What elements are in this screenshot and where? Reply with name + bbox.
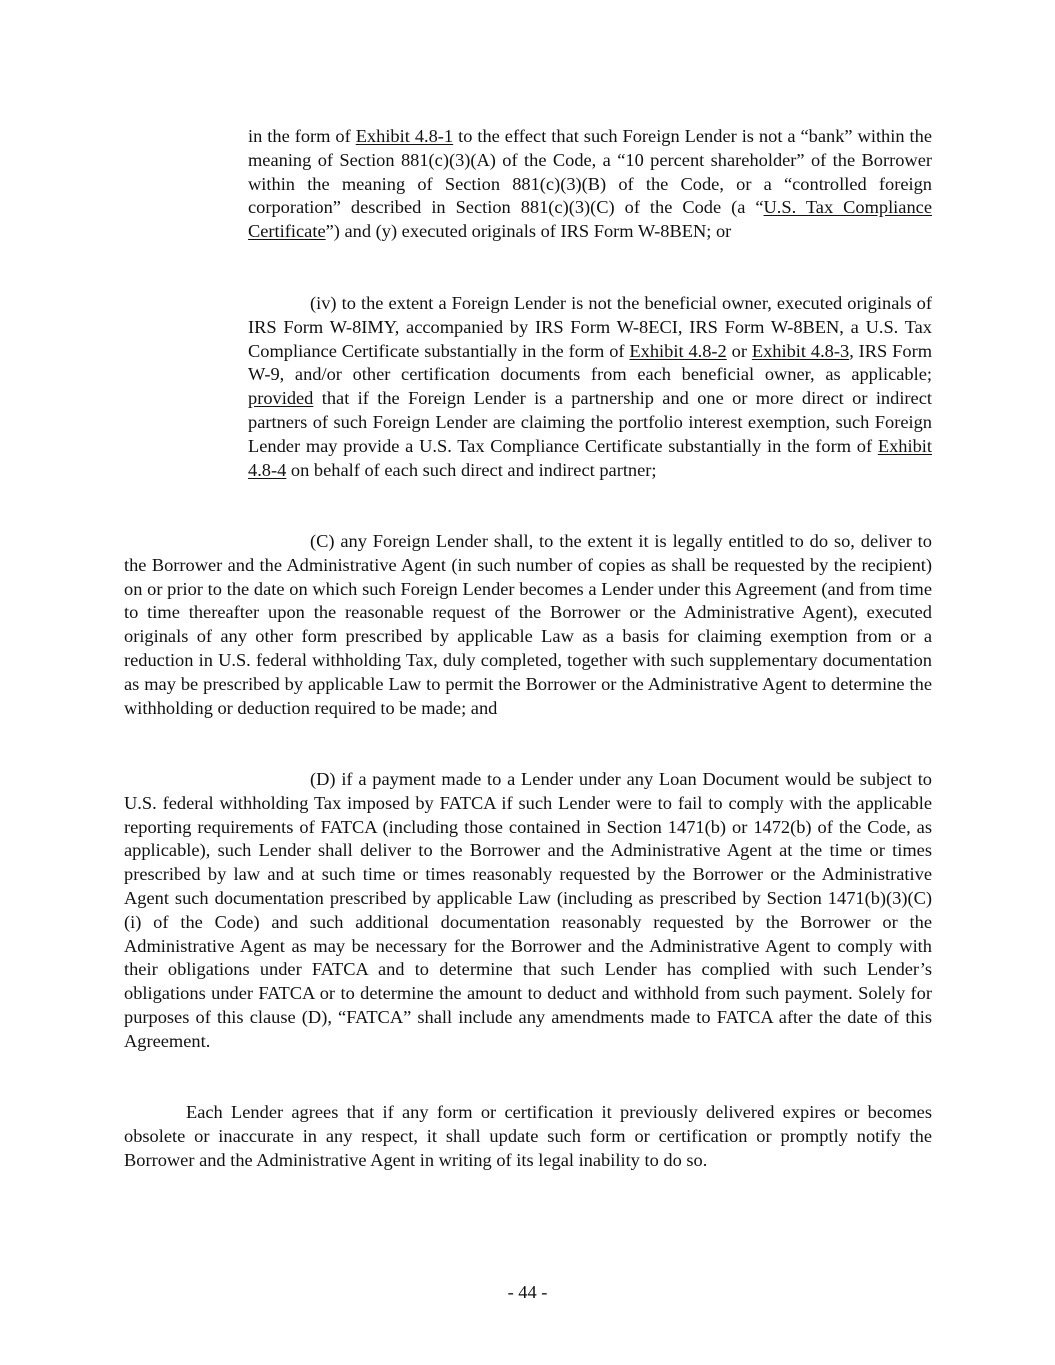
p2-text-1: (iv) to the extent a Foreign Lender is not the beneficial owner, executed originals of IRS Form W-8IMY, accompanied by IRS Form W-8ECI, IRS Form W-8BEN, a U.S. Tax Compliance Certificate substantially in the form of xyxy=(248,293,932,361)
p1-text-2: to the effect that such Foreign Lender is not a “bank” within the meaning of Section 881(c)(3)(A) of the Code, a “10 percent shareholder” of the Borrower within the meaning of Section 881(c)(3)(B) of the Code, or a “controlled foreign corporation” described in Section 881(c)(3)(C) of the Code (a “ xyxy=(248,126,932,218)
p2-text-3: , IRS Form W-9, and/or other certification documents from each beneficial owner, as applicable; xyxy=(248,340,933,385)
paragraph-exhibit-481 xyxy=(248,125,932,244)
us-tax-compliance-certificate-term: U.S. Tax Compliance Certificate xyxy=(248,197,932,242)
p2-text-4: that if the Foreign Lender is a partnership and one or more direct or indirect partners of such Foreign Lender are claiming the portfolio interest exemption, such Foreign Lender may provide a U.S. Tax Compliance Certificate substantially in the form of xyxy=(248,388,932,456)
paragraph-update-forms: Each Lender agrees that if any form or certification it previously delivered expires or becomes obsolete or inaccurate in any respect, it shall update such form or certification or promptly notify the Borrower and the Administrative Agent in writing of its legal inability to do so. xyxy=(124,1102,932,1170)
paragraph-clause-c: (C) any Foreign Lender shall, to the extent it is legally entitled to do so, deliver to the Borrower and the Administrative Agent (in such number of copies as shall be requested by the recipient) on or prior to the date on which such Foreign Lender becomes a Lender under this Agreement (and from time to time thereafter upon the reasonable request of the Borrower or the Administrative Agent), executed originals of any other form prescribed by applicable Law as a basis for claiming exemption from or a reduction in U.S. federal withholding Tax, duly completed, together with such supplementary documentation as may be prescribed by applicable Law to permit the Borrower or the Administrative Agent to determine the withholding or deduction required to be made; and xyxy=(124,531,932,718)
page-number: - 44 - xyxy=(507,1282,548,1302)
p1-text-1: in the form of xyxy=(248,126,356,146)
p2-text-2: or xyxy=(726,340,752,361)
exhibit-4-8-2-reference: Exhibit 4.8-2 xyxy=(629,340,727,361)
paragraph-clause-d: (D) if a payment made to a Lender under any Loan Document would be subject to U.S. federal withholding Tax imposed by FATCA if such Lender were to fail to comply with the applicable reporting requirements of FATCA (including those contained in Section 1471(b) or 1472(b) of the Code, as applicable), such Lender shall deliver to the Borrower and the Administrative Agent at the time or times prescribed by law and at such time or times reasonably requested by the Borrower or the Administrative Agent such documentation prescribed by applicable Law (including as prescribed by Section 1471(b)(3)(C)(i) of the Code) and such additional documentation reasonably requested by the Borrower or the Administrative Agent as may be necessary for the Borrower and the Administrative Agent to comply with their obligations under FATCA and to determine that such Lender has complied with such Lender’s obligations under FATCA or to determine the amount to deduct and withhold from such payment. Solely for purposes of this clause (D), “FATCA” shall include any amendments made to FATCA after the date of this Agreement. xyxy=(124,769,932,1051)
p1-text-3: ”) and (y) executed originals of IRS Form W-8BEN; or xyxy=(325,221,732,242)
exhibit-4-8-1-reference: Exhibit 4.8-1 xyxy=(355,126,454,146)
exhibit-4-8-3-reference: Exhibit 4.8-3 xyxy=(751,340,850,361)
paragraph-clause-iv xyxy=(248,292,932,482)
exhibit-4-8-4-reference: Exhibit 4.8-4 xyxy=(248,435,932,480)
provided-term: provided xyxy=(248,388,314,409)
p2-text-5: on behalf of each such direct and indirect partner; xyxy=(286,459,657,480)
